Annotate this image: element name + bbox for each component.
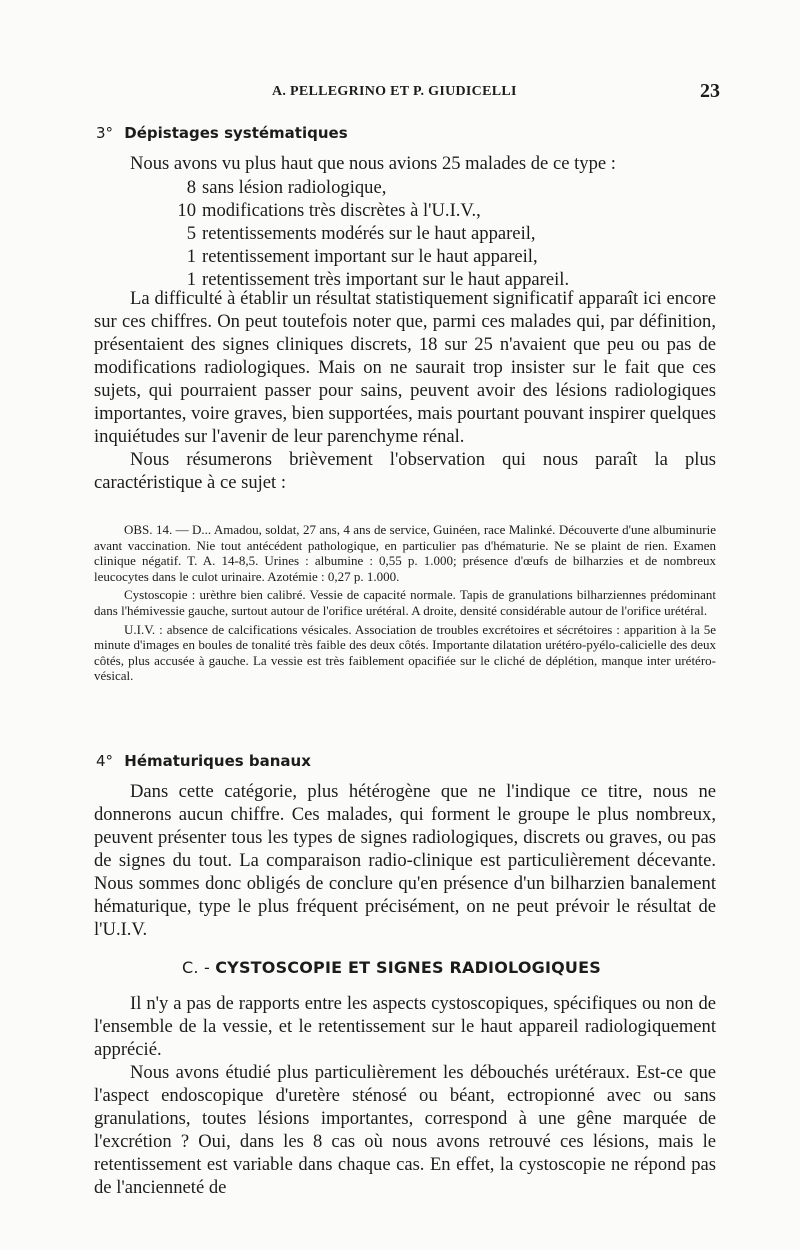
list-item: 1 retentissement très important sur le haut appareil.: [186, 269, 570, 290]
paragraph: Dans cette catégorie, plus hétérogène que ne l'indique ce titre, nous ne donnerons aucun chiffre. Ces malades, qui forment le groupe le plus nombreux, peuvent présenter tous les types de signes radiologiques, discrets ou graves, ou pas de signes du tout. La comparaison radio-clinique est particulièrement décevante. Nous sommes donc obligés de conclure qu'en présence d'un bilharzien banalement hématurique, type le plus fréquent précisément, on ne peut prévoir le résultat de l'U.I.V.: [94, 781, 716, 940]
observation-paragraph: OBS. 14. — D... Amadou, soldat, 27 ans, 4 ans de service, Guinéen, race Malinké. Découverte d'une albuminurie avant vaccination. Nie tout antécédent pathologique, en particulier pas d'hématurie. Ne se plaint de rien. Examen clinique négatif. T. A. 14-8,5. Urines : albumine : 0,55 p. 1.000; présence d'œufs de bilharzies et de nombreux leucocytes dans le culot urinaire. Azotémie : 0,27 p. 1.000.: [94, 522, 716, 584]
list-item: 8 sans lésion radiologique,: [186, 177, 387, 198]
section-4-body: [94, 780, 716, 941]
section-c-body: [94, 992, 716, 1199]
intro-paragraph: Nous avons vu plus haut que nous avions 25 malades de ce type :: [130, 153, 616, 174]
section-4-heading: [96, 752, 311, 770]
case-list: [174, 176, 569, 291]
list-item: 10 modifications très discrètes à l'U.I.V.,: [177, 200, 481, 221]
section-3-heading: [96, 124, 348, 142]
section-3-intro: [94, 152, 716, 175]
section-c-title: CYSTOSCOPIE ET SIGNES RADIOLOGIQUES: [215, 958, 601, 977]
paragraph: Nous résumerons brièvement l'observation qui nous paraît la plus caractéristique à ce sujet :: [94, 449, 716, 493]
paragraph: Il n'y a pas de rapports entre les aspects cystoscopiques, spécifiques ou non de l'ensemble de la vessie, et le retentissement sur le haut appareil radiologiquement apprécié.: [94, 993, 716, 1060]
section-c-letter: C. -: [182, 958, 210, 977]
page-number: 23: [700, 80, 720, 102]
section-4-title: Hématuriques banaux: [124, 752, 311, 770]
section-c-heading: [182, 958, 601, 977]
paragraph: La difficulté à établir un résultat statistiquement significatif apparaît ici encore sur ces chiffres. On peut toutefois noter que, parmi ces malades qui, par définition, présentaient des signes cliniques discrets, 18 sur 25 n'avaient que peu ou pas de modifications radiologiques. Mais on ne saurait trop insister sur le fait que ces sujets, qui pourraient passer pour sains, peuvent avoir des lésions radiologiques importantes, voire graves, bien supportées, mais pourtant pouvant inspirer quelques inquiétudes sur l'avenir de leur parenchyme rénal.: [94, 288, 716, 447]
section-3-title: Dépistages systématiques: [124, 124, 348, 142]
section-3-body: [94, 287, 716, 494]
section-4-number: 4°: [96, 752, 114, 770]
paragraph: Nous avons étudié plus particulièrement les débouchés urétéraux. Est-ce que l'aspect endoscopique d'uretère sténosé ou béant, ectropionné avec ou sans granulations, toutes lésions importantes, correspond à une gêne marquée de l'excrétion ? Oui, dans les 8 cas où nous avons retrouvé ces lésions, mais le retentissement est variable dans chaque cas. En effet, la cystoscopie ne répond pas de l'ancienneté de: [94, 1062, 716, 1198]
observation-paragraph: U.I.V. : absence de calcifications vésicales. Association de troubles excrétoires et sécrétoires : apparition à la 5e minute d'images en boules de tonalité très faible des deux côtés. Importante dilatation urétéro-pyélo-calicielle des deux côtés, plus accusée à gauche. La vessie est très faiblement opacifiée sur le cliché de déplétion, manque inter urétéro-vésical.: [94, 621, 716, 684]
section-3-number: 3°: [96, 124, 114, 142]
list-item: 5 retentissements modérés sur le haut appareil,: [186, 223, 536, 244]
list-item: 1 retentissement important sur le haut appareil,: [186, 246, 538, 267]
observation-paragraph: Cystoscopie : urèthre bien calibré. Vessie de capacité normale. Tapis de granulations bilharziennes prédominant dans l'hémivessie gauche, surtout autour de l'orifice urétéral. A droite, densité considérable autour de l'orifice urétéral.: [94, 587, 716, 618]
running-head: A. PELLEGRINO ET P. GIUDICELLI: [272, 84, 517, 99]
observation-block: [94, 522, 716, 687]
